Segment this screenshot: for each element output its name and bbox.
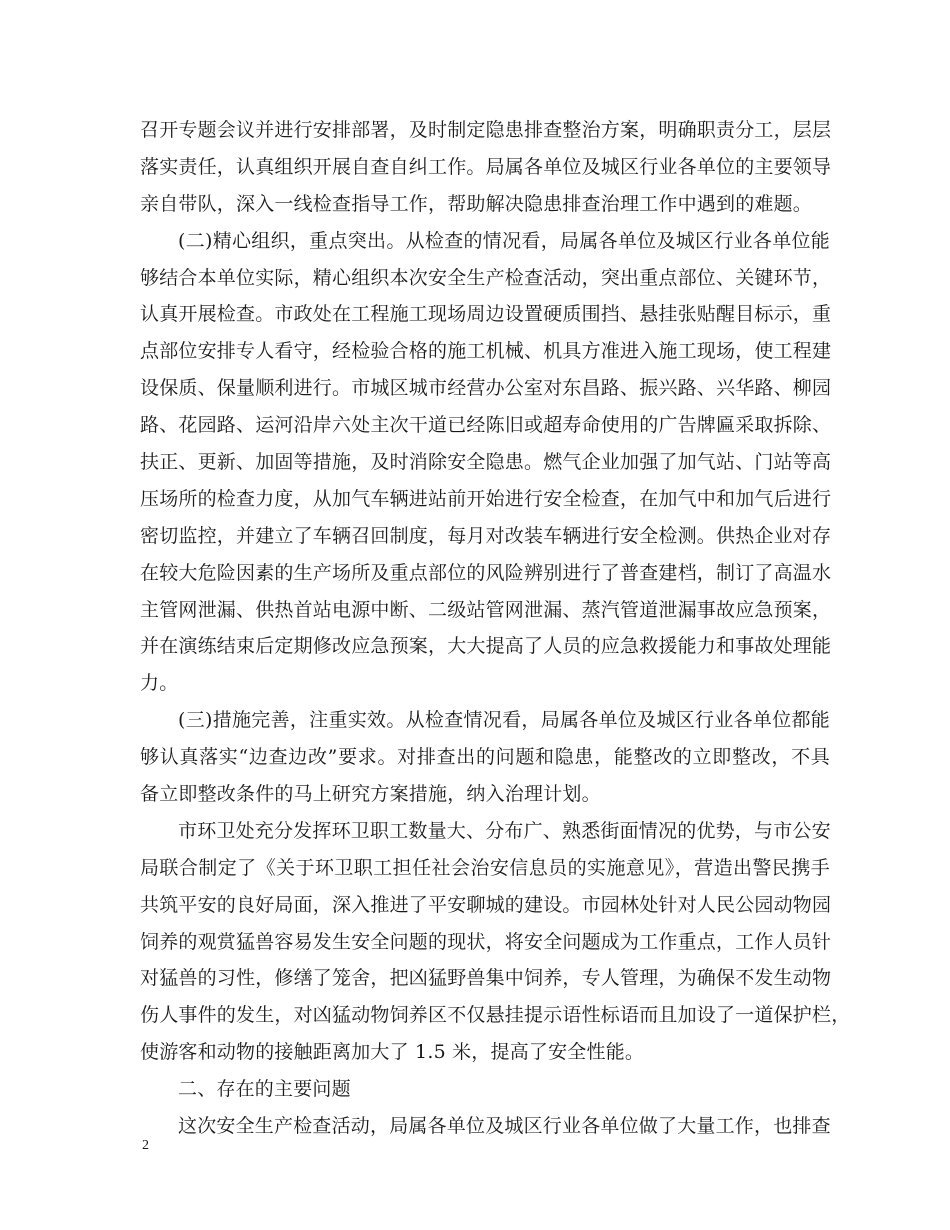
text-line: 局联合制定了《关于环卫职工担任社会治安信息员的实施意见》，营造出警民携手 bbox=[140, 856, 830, 879]
text-line: (二)精心组织，重点突出。从检查的情况看，局属各单位及城区行业各单位能 bbox=[178, 229, 830, 252]
page-number: 2 bbox=[142, 1138, 149, 1153]
text-line: 够认真落实“边查边改”要求。对排查出的问题和隐患，能整改的立即整改，不具 bbox=[140, 746, 830, 769]
text-line: 扶正、更新、加固等措施，及时消除安全隐患。燃气企业加强了加气站、门站等高 bbox=[140, 451, 832, 474]
text-line: 并在演练结束后定期修改应急预案，大大提高了人员的应急救援能力和事故处理能 bbox=[140, 635, 832, 658]
text-line: 路、花园路、运河沿岸六处主次干道已经陈旧或超寿命使用的广告牌匾采取拆除、 bbox=[140, 414, 832, 437]
text-line: 对猛兽的习性，修缮了笼舍，把凶猛野兽集中饲养，专人管理，为确保不发生动物 bbox=[140, 967, 832, 990]
text-line: 二、存在的主要问题 bbox=[178, 1078, 351, 1101]
text-line: 亲自带队，深入一线检查指导工作，帮助解决隐患排查治理工作中遇到的难题。 bbox=[140, 192, 813, 215]
text-line: 力。 bbox=[140, 672, 179, 695]
text-line: (三)措施完善，注重实效。从检查情况看，局属各单位及城区行业各单位都能 bbox=[178, 709, 830, 732]
text-line: 饲养的观赏猛兽容易发生安全问题的现状，将安全问题成为工作重点，工作人员针 bbox=[140, 930, 832, 953]
paragraph-lines bbox=[140, 112, 851, 1145]
text-line: 点部位安排专人看守，经检验合格的施工机械、机具方准进入施工现场，使工程建 bbox=[140, 340, 832, 363]
text-line: 在较大危险因素的生产场所及重点部位的风险辨别进行了普查建档，制订了高温水 bbox=[140, 561, 832, 584]
text-line: 设保质、保量顺利进行。市城区城市经营办公室对东昌路、振兴路、兴华路、柳园 bbox=[140, 377, 832, 400]
text-line: 召开专题会议并进行安排部署，及时制定隐患排查整治方案，明确职责分工，层层 bbox=[140, 119, 832, 141]
text-line: 备立即整改条件的马上研究方案措施，纳入治理计划。 bbox=[140, 783, 601, 806]
text-line: 共筑平安的良好局面，深入推进了平安聊城的建设。市园林处针对人民公园动物园 bbox=[140, 893, 832, 916]
document-body bbox=[140, 112, 851, 1145]
text-line: 市环卫处充分发挥环卫职工数量大、分布广、熟悉街面情况的优势，与市公安 bbox=[178, 819, 831, 842]
text-line: 伤人事件的发生，对凶猛动物饲养区不仅悬挂提示语性标语而且加设了一道保护栏， bbox=[140, 1004, 851, 1027]
text-line: 够结合本单位实际，精心组织本次安全生产检查活动，突出重点部位、关键环节， bbox=[140, 266, 832, 289]
text-line: 认真开展检查。市政处在工程施工现场周边设置硬质围挡、悬挂张贴醒目标示，重 bbox=[140, 303, 832, 326]
text-line: 这次安全生产检查活动，局属各单位及城区行业各单位做了大量工作，也排查 bbox=[178, 1115, 831, 1138]
text-line: 主管网泄漏、供热首站电源中断、二级站管网泄漏、蒸汽管道泄漏事故应急预案， bbox=[140, 598, 832, 621]
text-line: 密切监控，并建立了车辆召回制度，每月对改装车辆进行安全检测。供热企业对存 bbox=[140, 524, 832, 547]
text-line: 压场所的检查力度，从加气车辆进站前开始进行安全检查，在加气中和加气后进行 bbox=[140, 487, 832, 510]
text-line: 落实责任，认真组织开展自查自纠工作。局属各单位及城区行业各单位的主要领导 bbox=[140, 155, 832, 178]
text-line: 使游客和动物的接触距离加大了 1.5 米，提高了安全性能。 bbox=[140, 1041, 645, 1064]
